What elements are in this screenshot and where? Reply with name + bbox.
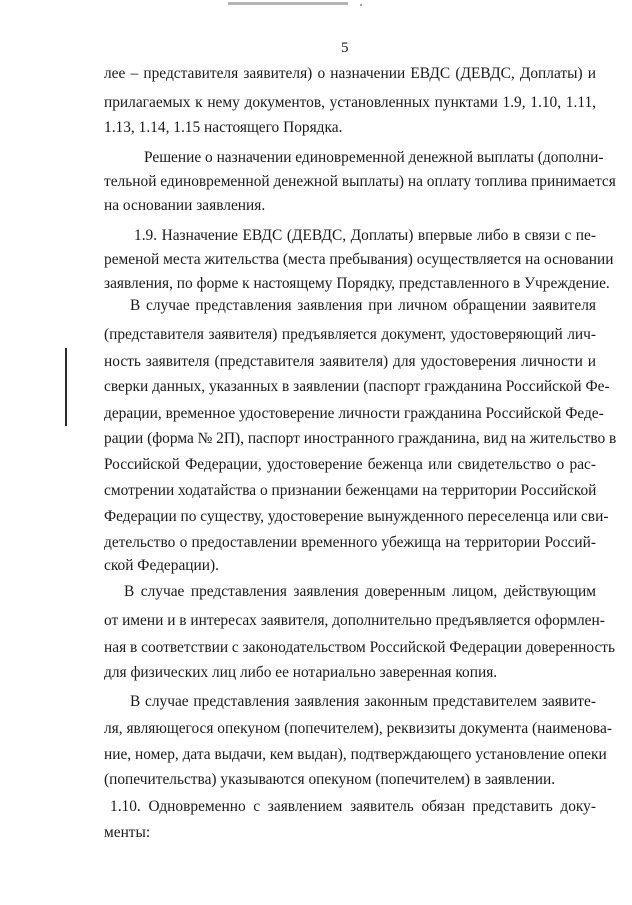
margin-mark (65, 348, 67, 426)
text-line: (попечительства) указываются опекуном (попечителем) в заявлении. (104, 771, 556, 788)
text-line: ской Федерации). (104, 557, 219, 574)
text-line: ность заявителя (представителя заявителя) для удостоверения личности и (104, 353, 596, 370)
text-line: заявления, по форме к настоящему Порядку, представленного в Учреждение. (104, 275, 610, 292)
text-line: 1.10. Одновременно с заявлением заявитель обязан представить доку- (110, 798, 596, 815)
text-line: сверки данных, указанных в заявлении (паспорт гражданина Российской Фе- (104, 378, 610, 395)
page-number: 5 (341, 40, 349, 56)
text-line: ля, являющегося опекуном (попечителем), реквизиты документа (наименова- (104, 720, 612, 737)
text-line: В случае представления заявления при личном обращении заявителя (130, 297, 596, 314)
text-line: менты: (104, 824, 151, 841)
text-line: дерации, временное удостоверение личности гражданина Российской Феде- (104, 405, 604, 422)
text-line: на основании заявления. (104, 197, 266, 214)
scan-artifact (360, 4, 362, 6)
text-line: ная в соответствии с законодательством Российской Федерации доверенность (104, 639, 616, 656)
text-line: от имени и в интересах заявителя, дополнительно предъявляется оформлен- (104, 612, 605, 629)
text-line: детельство о предоставлении временного убежища на территории Россий- (104, 534, 596, 551)
text-line: (представителя заявителя) предъявляется документ, удостоверяющий лич- (104, 326, 596, 343)
text-line: Решение о назначении единовременной денежной выплаты (дополни- (144, 149, 604, 166)
text-line: Российской Федерации, удостоверение беженца или свидетельство о рас- (104, 456, 596, 473)
text-line: 1.13, 1.14, 1.15 настоящего Порядка. (104, 119, 343, 136)
text-line: лее – представителя заявителя) о назначении ЕВДС (ДЕВДС, Доплаты) и (104, 65, 596, 82)
text-line: смотрении ходатайства о признании беженцами на территории Российской (104, 482, 597, 499)
text-line: 1.9. Назначение ЕВДС (ДЕВДС, Доплаты) впервые либо в связи с пе- (134, 227, 596, 244)
scan-artifact (228, 2, 348, 5)
text-line: В случае представления заявления законным представителем заявите- (130, 693, 596, 710)
text-line: ременой места жительства (места пребывания) осуществляется на основании (104, 251, 614, 268)
text-line: В случае представления заявления доверенным лицом, действующим (124, 583, 596, 600)
text-line: Федерации по существу, удостоверение вынужденного переселенца или сви- (104, 508, 609, 525)
text-line: рации (форма № 2П), паспорт иностранного гражданина, вид на жительство в (104, 430, 617, 447)
text-line: для физических лиц либо ее нотариально заверенная копия. (104, 664, 498, 681)
text-line: тельной единовременной денежной выплаты) на оплату топлива принимается (104, 173, 616, 190)
text-line: ние, номер, дата выдачи, кем выдан), подтверждающего установление опеки (104, 746, 607, 763)
text-line: прилагаемых к нему документов, установленных пунктами 1.9, 1.10, 1.11, (104, 94, 596, 111)
